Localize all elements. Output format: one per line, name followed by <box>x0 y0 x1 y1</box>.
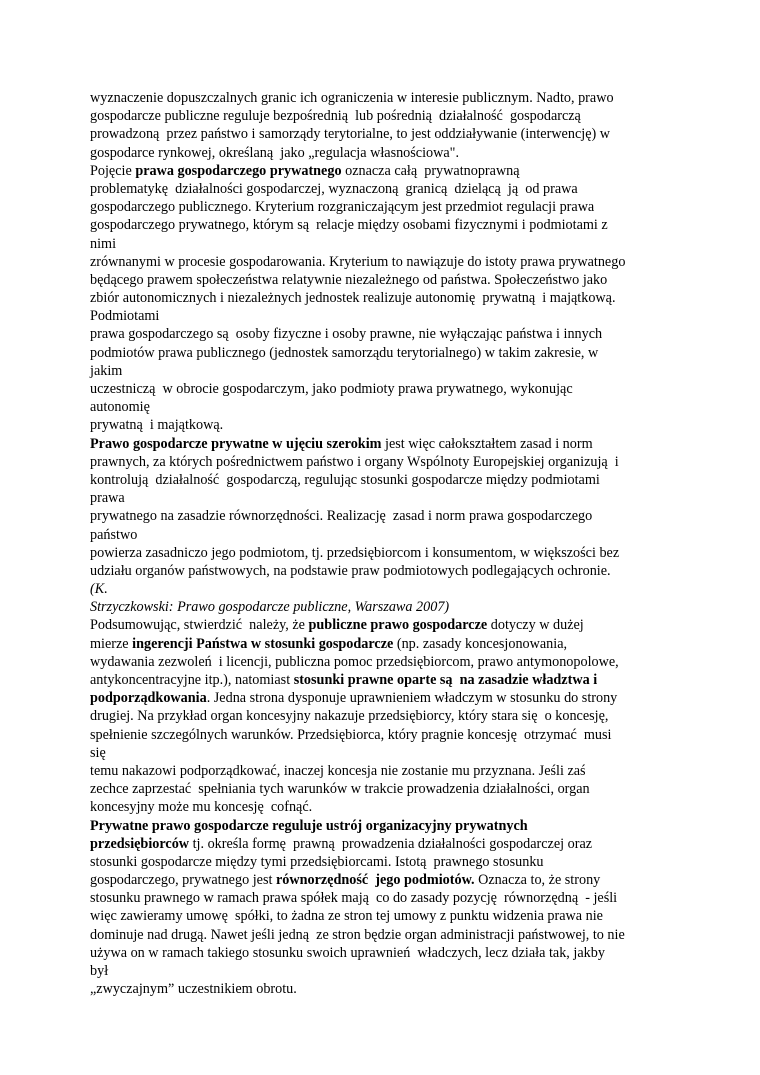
text-line <box>90 489 680 507</box>
text-line <box>90 598 680 616</box>
text-run: gospodarczego prywatnego, którym są relacje między osobami fizycznymi i podmiotami z <box>90 217 608 234</box>
text-run: tj. określa formę prawną prowadzenia działalności gospodarczej oraz <box>189 835 593 852</box>
text-line <box>90 471 680 489</box>
text-line <box>90 453 680 471</box>
text-run: antykoncentracyjne itp.), natomiast <box>90 672 294 688</box>
text-line <box>90 325 680 343</box>
text-line <box>90 380 680 398</box>
text-line <box>90 580 680 598</box>
text-run: Oznacza to, że strony <box>474 872 601 889</box>
text-run: drugiej. Na przykład organ koncesyjny nakazuje przedsiębiorcy, który stara się o koncesję, <box>90 708 609 725</box>
text-run: wyznaczenie dopuszczalnych granic ich ograniczenia w interesie publicznym. Nadto, prawo <box>90 90 614 106</box>
text-line <box>90 780 680 798</box>
text-line <box>90 635 680 653</box>
text-line <box>90 980 680 998</box>
text-run: stosunku prawnego w ramach prawa spółek mają co do zasady pozycję równorzędną - jeśli <box>90 890 618 907</box>
bold-text-run: równorzędność jego podmiotów. <box>275 872 475 889</box>
bold-text-run: ingerencji Państwa w stosunki gospodarcze <box>132 635 394 652</box>
text-run: gospodarczego publicznego. Kryterium rozgraniczającym jest przedmiot regulacji prawa <box>90 199 595 216</box>
text-run: . Jedna strona dysponuje uprawnieniem władczym w stosunku do strony <box>206 690 618 707</box>
text-run: Podmiotami <box>90 308 160 325</box>
bold-text-run: publiczne prawo gospodarcze <box>308 617 488 634</box>
bold-text-run: prawa gospodarczego prywatnego <box>135 162 342 179</box>
italic-text-run: Strzyczkowski: Prawo gospodarcze publiczne, Warszawa 2007) <box>90 599 450 616</box>
text-run: (np. zasady koncesjonowania, <box>393 635 568 652</box>
bold-text-run: Prawo gospodarcze prywatne w ujęciu szerokim <box>90 435 382 452</box>
text-run: prawa <box>90 490 125 507</box>
text-line <box>90 435 680 453</box>
text-run: zechce zaprzestać spełniania tych warunków w trakcie prowadzenia działalności, organ <box>90 781 590 798</box>
text-run: kontrolują działalność gospodarczą, regulując stosunki gospodarcze między podmiotami <box>90 471 600 488</box>
text-line <box>90 162 680 180</box>
text-run: był <box>90 963 109 979</box>
text-run: się <box>90 744 106 761</box>
text-line <box>90 962 680 980</box>
text-run: jakim <box>90 362 123 379</box>
text-line <box>90 416 680 434</box>
text-run: prawa gospodarczego są osoby fizyczne i osoby prawne, nie wyłączając państwa i innych <box>90 326 603 343</box>
text-line <box>90 944 680 962</box>
text-line <box>90 798 680 816</box>
text-line <box>90 344 680 362</box>
text-line <box>90 89 680 107</box>
text-run: spełnienie szczególnych warunków. Przedsiębiorca, który pragnie koncesję otrzymać musi <box>90 726 612 743</box>
text-line <box>90 216 680 234</box>
text-run: problematykę działalności gospodarczej, wyznaczoną granicą dzielącą ją od prawa <box>90 180 578 197</box>
text-line <box>90 707 680 725</box>
text-run: nimi <box>90 235 117 252</box>
text-run: zbiór autonomicznych i niezależnych jednostek realizuje autonomię prywatną i majątkową. <box>90 290 616 307</box>
text-run: gospodarce rynkowej, określaną jako „regulacja własnościowa". <box>90 144 460 161</box>
text-run: prawnych, za których pośrednictwem państwo i organy Wspólnoty Europejskiej organizują i <box>90 453 619 470</box>
text-run: udziału organów państwowych, na podstawie praw podmiotowych podlegających ochronie. <box>90 562 611 579</box>
document-page <box>90 89 680 998</box>
text-run: uczestniczą w obrocie gospodarczym, jako podmioty prawa prywatnego, wykonując <box>90 381 573 397</box>
text-run: temu nakazowi podporządkować, inaczej koncesja nie zostanie mu przyznana. Jeśli zaś <box>90 762 586 779</box>
text-run: stosunki gospodarcze między tymi przedsiębiorcami. Istotą prawnego stosunku <box>90 853 544 870</box>
text-line <box>90 726 680 744</box>
text-run: „zwyczajnym” uczestnikiem obrotu. <box>90 981 297 998</box>
text-run: oznacza całą prywatnoprawną <box>341 162 520 179</box>
text-line <box>90 180 680 198</box>
text-line <box>90 198 680 216</box>
text-line <box>90 271 680 289</box>
text-line <box>90 544 680 562</box>
text-run: gospodarcze publiczne reguluje bezpośrednią lub pośrednią działalność gospodarczą <box>90 108 581 125</box>
text-line <box>90 853 680 871</box>
text-line <box>90 235 680 253</box>
text-line <box>90 526 680 544</box>
text-run: jest więc całokształtem zasad i norm <box>381 435 593 452</box>
text-line <box>90 562 680 580</box>
text-line <box>90 616 680 634</box>
text-run: prywatną i majątkową. <box>90 417 224 434</box>
text-run: Pojęcie <box>90 162 136 179</box>
text-line <box>90 817 680 835</box>
text-line <box>90 889 680 907</box>
text-line <box>90 362 680 380</box>
text-line <box>90 835 680 853</box>
text-line <box>90 744 680 762</box>
text-run: będącego prawem społeczeństwa relatywnie niezależnego od państwa. Społeczeństwo jako <box>90 271 608 288</box>
text-line <box>90 307 680 325</box>
italic-text-run: (K. <box>90 581 108 598</box>
text-line <box>90 107 680 125</box>
text-run: mierze <box>90 635 133 652</box>
text-line <box>90 907 680 925</box>
text-run: więc zawieramy umowę spółki, to żadna ze stron tej umowy z punktu widzenia prawa nie <box>90 908 603 925</box>
text-run: autonomię <box>90 399 150 416</box>
text-line <box>90 289 680 307</box>
text-run: gospodarczego, prywatnego jest <box>90 872 276 889</box>
text-run: dominuje nad drugą. Nawet jeśli jedną ze stron będzie organ administracji państwowej, to nie <box>90 926 625 943</box>
text-line <box>90 689 680 707</box>
text-run: koncesyjny może mu koncesję cofnąć. <box>90 799 313 816</box>
text-line <box>90 762 680 780</box>
text-run: państwo <box>90 526 138 543</box>
text-run: wydawania zezwoleń i licencji, publiczna pomoc przedsiębiorcom, prawo antymonopolowe, <box>90 653 619 670</box>
text-run: zrównanymi w procesie gospodarowania. Kryterium to nawiązuje do istoty prawa prywatnego <box>90 253 626 270</box>
text-line <box>90 871 680 889</box>
text-run: podmiotów prawa publicznego (jednostek samorządu terytorialnego) w takim zakresie, w <box>90 344 599 361</box>
text-run: Podsumowując, stwierdzić należy, że <box>90 617 309 634</box>
text-line <box>90 671 680 689</box>
text-line <box>90 144 680 162</box>
text-line <box>90 653 680 671</box>
bold-text-run: Prywatne prawo gospodarcze reguluje ustrój organizacyjny prywatnych <box>90 817 528 834</box>
text-run: używa on w ramach takiego stosunku swoich uprawnień władczych, lecz działa tak, jakby <box>90 944 605 961</box>
bold-text-run: podporządkowania <box>90 690 207 707</box>
text-line <box>90 253 680 271</box>
text-run: prywatnego na zasadzie równorzędności. Realizację zasad i norm prawa gospodarczego <box>90 508 593 525</box>
bold-text-run: stosunki prawne oparte są na zasadzie władztwa i <box>293 672 598 688</box>
text-run: prowadzoną przez państwo i samorządy terytorialne, to jest oddziaływanie (interwencję) w <box>90 126 611 143</box>
text-line <box>90 125 680 143</box>
bold-text-run: przedsiębiorców <box>90 835 190 852</box>
text-line <box>90 507 680 525</box>
text-line <box>90 398 680 416</box>
text-run: dotyczy w dużej <box>487 617 584 634</box>
text-line <box>90 926 680 944</box>
text-run: powierza zasadniczo jego podmiotom, tj. przedsiębiorcom i konsumentom, w większości bez <box>90 544 620 561</box>
